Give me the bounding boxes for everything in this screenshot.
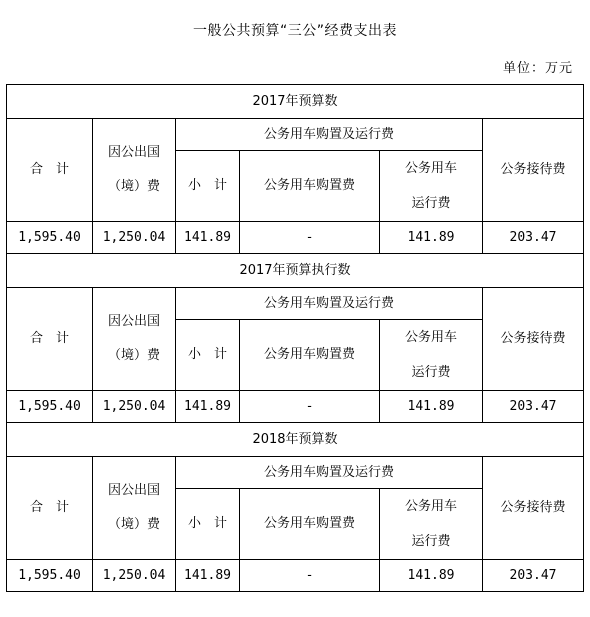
header-subtotal: 小 计 [176, 320, 240, 391]
value-abroad: 1,250.04 [93, 222, 176, 254]
value-operation: 141.89 [380, 222, 483, 254]
header-subtotal: 小 计 [176, 489, 240, 560]
header-vehicle-group: 公务用车购置及运行费 [176, 457, 483, 489]
value-total: 1,595.40 [7, 222, 93, 254]
header-operation: 公务用车 运行费 [380, 320, 483, 391]
value-operation: 141.89 [380, 391, 483, 423]
header-abroad: 因公出国 （境）费 [93, 457, 176, 560]
header-vehicle-group: 公务用车购置及运行费 [176, 288, 483, 320]
table-row [7, 391, 584, 423]
header-purchase: 公务用车购置费 [240, 489, 380, 560]
value-abroad: 1,250.04 [93, 391, 176, 423]
section-header: 2018年预算数 [7, 423, 584, 457]
value-reception: 203.47 [483, 222, 584, 254]
value-purchase: - [240, 222, 380, 254]
header-total: 合 计 [7, 288, 93, 391]
header-purchase: 公务用车购置费 [240, 320, 380, 391]
header-reception: 公务接待费 [483, 119, 584, 222]
value-operation: 141.89 [380, 560, 483, 592]
value-subtotal: 141.89 [176, 560, 240, 592]
section-header: 2017年预算执行数 [7, 254, 584, 288]
header-operation: 公务用车 运行费 [380, 151, 483, 222]
value-subtotal: 141.89 [176, 391, 240, 423]
value-abroad: 1,250.04 [93, 560, 176, 592]
value-purchase: - [240, 560, 380, 592]
header-vehicle-group: 公务用车购置及运行费 [176, 119, 483, 151]
header-reception: 公务接待费 [483, 457, 584, 560]
header-total: 合 计 [7, 457, 93, 560]
table-title: 一般公共预算“三公”经费支出表 [192, 23, 397, 39]
value-reception: 203.47 [483, 391, 584, 423]
header-reception: 公务接待费 [483, 288, 584, 391]
header-operation: 公务用车 运行费 [380, 489, 483, 560]
header-abroad: 因公出国 （境）费 [93, 119, 176, 222]
value-total: 1,595.40 [7, 391, 93, 423]
unit-label: 单位：万元 [502, 61, 573, 76]
value-subtotal: 141.89 [176, 222, 240, 254]
header-subtotal: 小 计 [176, 151, 240, 222]
table-row [7, 560, 584, 592]
value-reception: 203.47 [483, 560, 584, 592]
section-header: 2017年预算数 [7, 85, 584, 119]
value-purchase: - [240, 391, 380, 423]
three-public-expenses-table [6, 84, 584, 592]
header-total: 合 计 [7, 119, 93, 222]
table-row [7, 222, 584, 254]
value-total: 1,595.40 [7, 560, 93, 592]
header-purchase: 公务用车购置费 [240, 151, 380, 222]
header-abroad: 因公出国 （境）费 [93, 288, 176, 391]
